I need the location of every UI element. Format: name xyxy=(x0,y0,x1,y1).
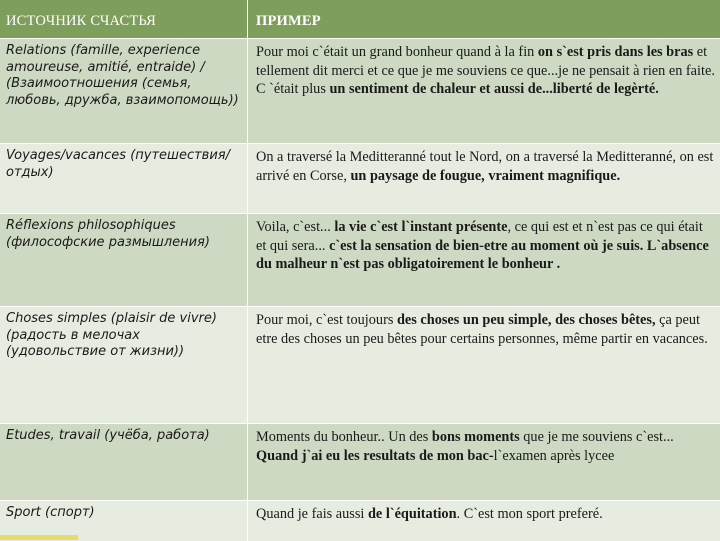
text-segment: l`examen après lycee xyxy=(493,447,615,464)
bottom-accent-bar xyxy=(0,535,78,540)
text-segment: . C`est mon sport preferé. xyxy=(456,506,603,522)
text-segment: Quand je fais aussi xyxy=(256,506,368,522)
row-sport-example xyxy=(247,501,720,541)
row-sport-source: Sport (спорт) xyxy=(0,501,247,541)
row-reflexions-example xyxy=(247,214,720,306)
text-segment: Pour moi c`était un grand bonheur quand à la fin xyxy=(256,44,538,60)
text-segment: Pour moi, c`est toujours xyxy=(256,312,397,328)
row-etudes-source: Etudes, travail (учёба, работа) xyxy=(0,424,247,500)
header-example: ПРИМЕР xyxy=(247,0,720,38)
bold-segment: un paysage de fougue, vraiment magnifique. xyxy=(350,167,621,184)
row-relations-source: Relations (famille, experience amoureuse, amitié, entraide) / (Взаимоотношения (семья, любовь, дружба, взаимопомощь)) xyxy=(0,39,247,143)
bold-segment: c`est la sensation de bien-etre au moment où je suis. L`absence du malheur n`est pas obligatoirement le bonheur . xyxy=(256,237,709,272)
row-voyages-source: Voyages/vacances (путешествия/отдых) xyxy=(0,144,247,213)
row-reflexions-source: Réflexions philosophiques (философские размышления) xyxy=(0,214,247,306)
text-segment: Moments du bonheur.. Un des xyxy=(256,429,432,445)
text-segment: Voila, c`est... xyxy=(256,219,335,235)
bold-segment: on s`est pris dans les bras xyxy=(537,44,694,60)
bold-segment: bons moments xyxy=(431,429,520,445)
bold-segment: des choses un peu simple, des choses bêtes, xyxy=(396,312,656,328)
bold-segment: de l`équitation xyxy=(367,506,457,522)
row-etudes-example xyxy=(247,424,720,500)
text-segment: que je me souviens c`est... xyxy=(519,429,674,445)
row-relations-example xyxy=(247,39,720,143)
bold-segment: la vie c`est l`instant présente xyxy=(334,219,508,235)
row-choses-source: Choses simples (plaisir de vivre) (радость в мелочах (удовольствие от жизни)) xyxy=(0,307,247,423)
row-choses-example xyxy=(247,307,720,423)
text-segment: , ce qui est et n`est pas ce qui était et qui sera... xyxy=(256,219,703,254)
header-source: ИСТОЧНИК СЧАСТЬЯ xyxy=(0,0,247,38)
text-segment: On a traversé la Meditteranné tout le Nord, on a traversé la Meditteranné, on est arrivé en Corse, xyxy=(256,149,714,184)
text-segment: ça peut etre des choses un peu bêtes pour certains personnes, même partir en vacances. xyxy=(256,312,708,347)
bold-segment: Quand j`ai eu les resultats de mon bac- xyxy=(256,447,494,464)
text-segment: et tellement dit merci et ce que je me souviens ce que...je ne pensait à rien en faite. C `était plus xyxy=(256,44,715,97)
bold-segment: un sentiment de chaleur et aussi de...liberté de legèrté. xyxy=(329,81,659,97)
row-voyages-example xyxy=(247,144,720,213)
